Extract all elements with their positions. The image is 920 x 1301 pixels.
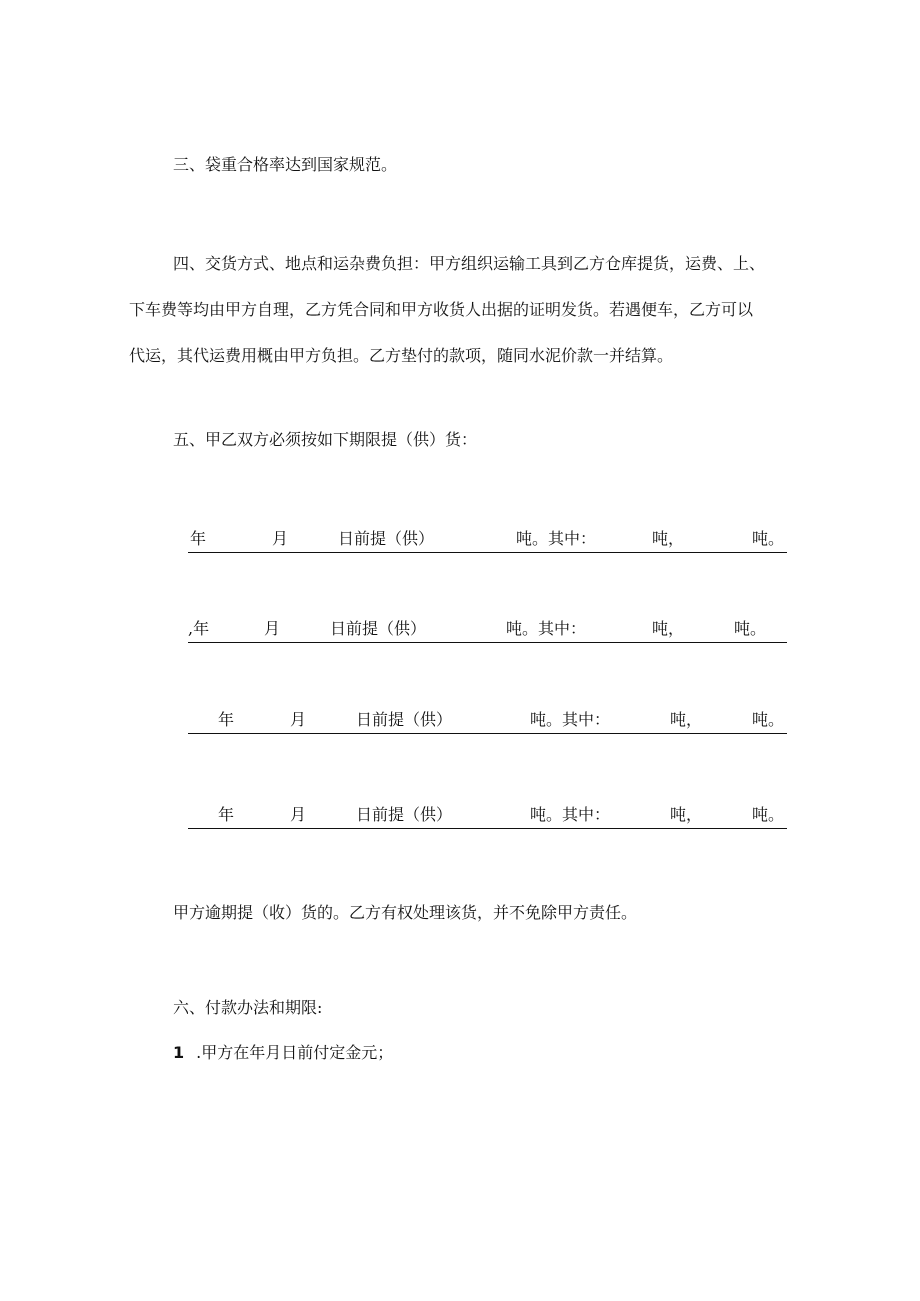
schedule-day: 日前提（供）: [356, 710, 453, 729]
schedule-year: 年: [218, 710, 235, 729]
schedule-month: 月: [264, 619, 281, 638]
schedule-ton-1: 吨，: [652, 619, 685, 638]
schedule-ton-1: 吨，: [670, 805, 703, 824]
schedule-row: [188, 802, 787, 829]
schedule-row: [188, 616, 787, 643]
schedule-row: [188, 526, 787, 553]
schedule-ton-2: 吨。: [752, 805, 785, 824]
schedule-ton-2: 吨。: [734, 619, 767, 638]
clause-6-item-1: [173, 1040, 393, 1063]
clause-4-line-3: 代运，其代运费用概由甲方负担。乙方垫付的款项，随同水泥价款一并结算。: [129, 346, 674, 365]
clause-4-line-1: 四、交货方式、地点和运杂费负担：甲方组织运输工具到乙方仓库提货，运费、上、: [173, 254, 766, 273]
clause-3: 三、袋重合格率达到国家规范。: [173, 155, 398, 174]
clause-6-title: 六、付款办法和期限:: [173, 998, 323, 1017]
schedule-day: 日前提（供）: [356, 805, 453, 824]
schedule-ton: 吨。其中：: [530, 710, 611, 729]
schedule-ton-2: 吨。: [752, 529, 785, 548]
schedule-year: 年: [190, 529, 207, 548]
schedule-year: 年: [218, 805, 235, 824]
schedule-month: 月: [272, 529, 289, 548]
overdue-note: 甲方逾期提（收）货的。乙方有权处理该货，并不免除甲方责任。: [173, 903, 638, 922]
clause-4: [129, 241, 809, 379]
schedule-row: [188, 707, 787, 734]
schedule-ton: 吨。其中：: [506, 619, 587, 638]
schedule-month: 月: [290, 710, 307, 729]
schedule-day: 日前提（供）: [330, 619, 427, 638]
schedule-month: 月: [290, 805, 307, 824]
schedule-ton-1: 吨，: [670, 710, 703, 729]
schedule-ton: 吨。其中：: [516, 529, 597, 548]
schedule-ton-1: 吨，: [652, 529, 685, 548]
schedule-day: 日前提（供）: [338, 529, 435, 548]
schedule-year: ,年: [188, 619, 210, 638]
clause-6-item-1-number: 1: [173, 1043, 185, 1062]
schedule-ton: 吨。其中：: [530, 805, 611, 824]
clause-5: 五、甲乙双方必须按如下期限提（供）货：: [173, 430, 478, 449]
clause-6-item-1-text: .甲方在年月日前付定金元；: [196, 1043, 394, 1062]
clause-4-line-2: 下车费等均由甲方自理，乙方凭合同和甲方收货人出据的证明发货。若遇便车，乙方可以: [129, 300, 754, 319]
schedule-ton-2: 吨。: [752, 710, 785, 729]
